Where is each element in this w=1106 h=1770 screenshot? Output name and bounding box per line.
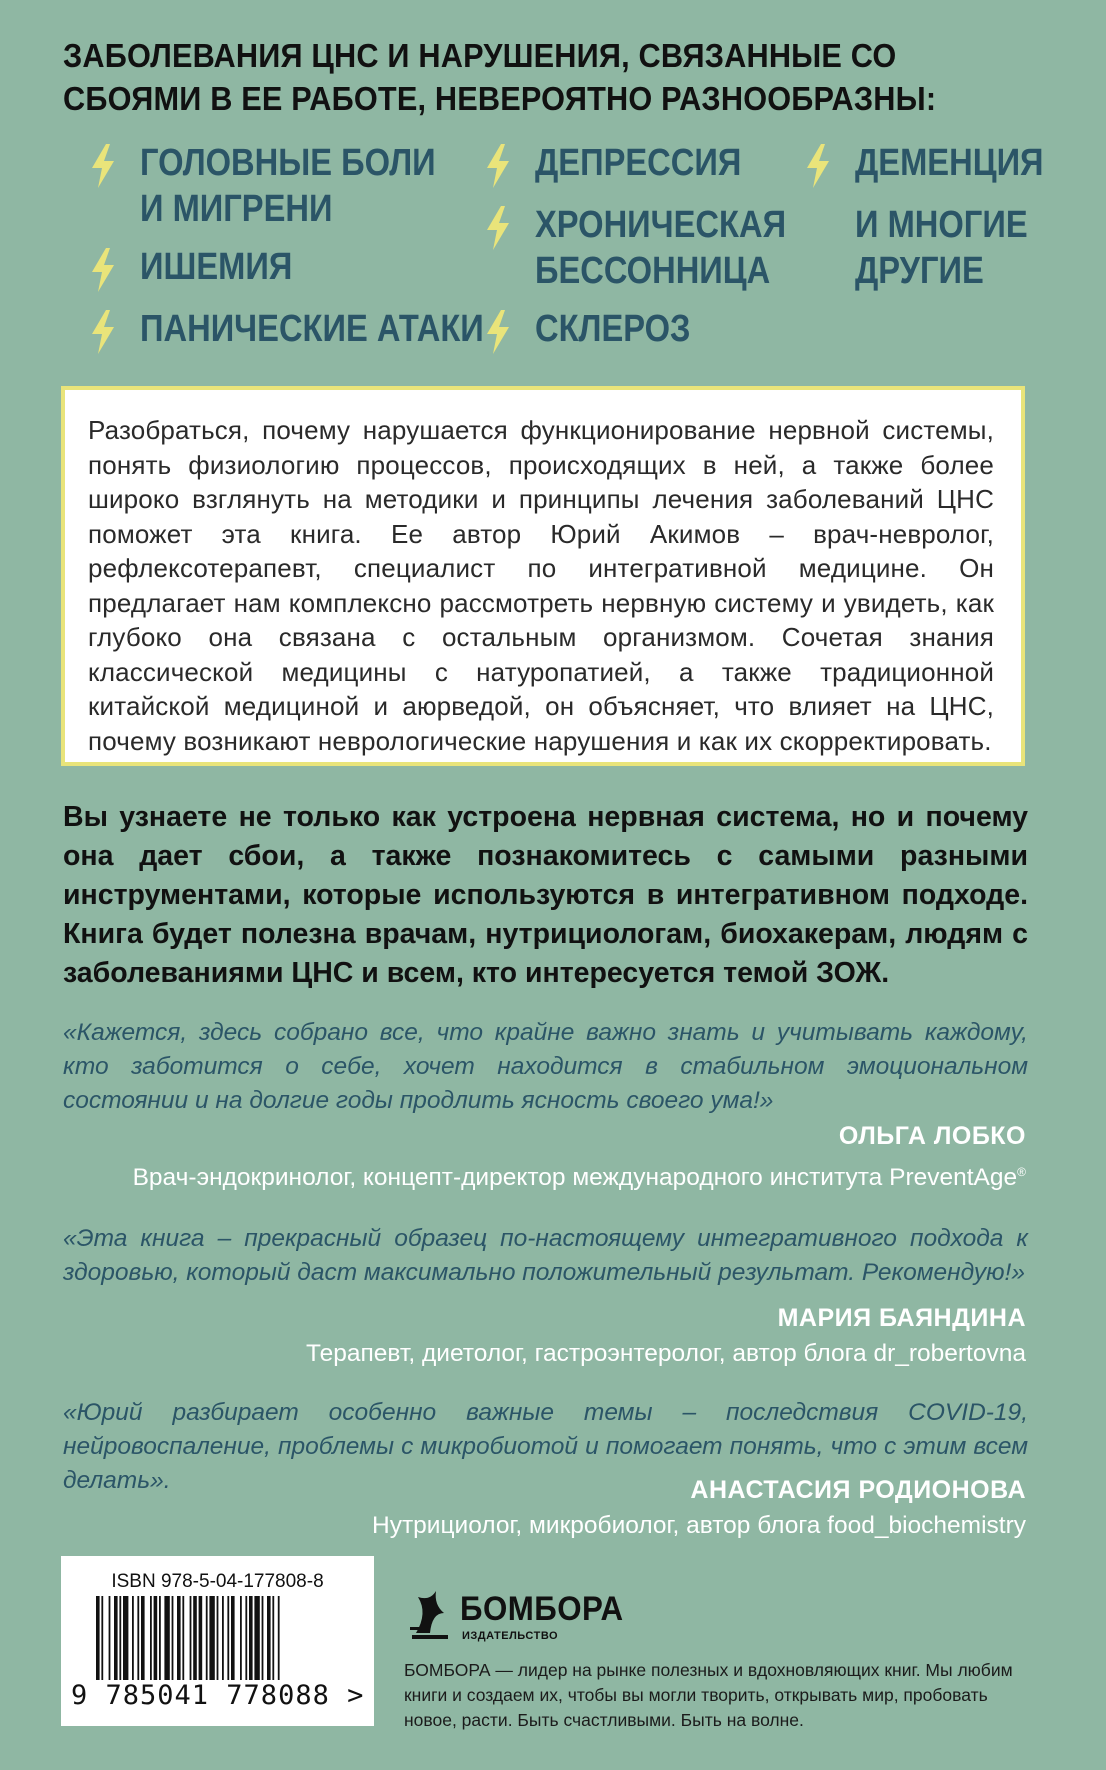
barcode-block	[61, 1556, 374, 1726]
review-author-role	[133, 1156, 1026, 1194]
barcode-digits: 9 785041 778088 >	[71, 1680, 365, 1711]
disease-label: ХРОНИЧЕСКАЯ БЕССОННИЦА	[535, 204, 787, 292]
disease-item	[88, 306, 540, 354]
disease-label: ДЕМЕНЦИЯ	[855, 142, 1044, 184]
summary-text: Вы узнаете не только как устроена нервная система, но и почему она дает сбои, а также познакомитесь с самыми разными инструментами, которые используются в интегративном подходе. Книга будет полезна врачам, нутрициологам, биохакерам, людям с заболеваниями ЦНС и всем, кто интересуется темой ЗОЖ.	[63, 801, 1028, 989]
lightning-icon	[483, 310, 513, 354]
page-heading: ЗАБОЛЕВАНИЯ ЦНС И НАРУШЕНИЯ, СВЯЗАННЫЕ СО СБОЯМИ В ЕЕ РАБОТЕ, НЕВЕРОЯТНО РАЗНООБРАЗНЫ:	[63, 37, 937, 117]
description-text: Разобраться, почему нарушается функционирование нервной системы, понять физиологию процессов, происходящих в ней, а также более широко взглянуть на методики и принципы лечения заболеваний ЦНС поможет эта книга. Ее автор Юрий Акимов – врач-невролог, рефлексотерапевт, специалист по интегративной медицине. Он предлагает нам комплексно рассмотреть нервную систему и увидеть, как глубоко она связана с остальным организмом. Сочетая знания классической медицины с натуропатией, а также традиционной китайской медициной и аюрведой, он объясняет, что влияет на ЦНС, почему возникают неврологические нарушения и как их скорректировать.	[88, 415, 994, 756]
disease-item	[88, 140, 484, 232]
disease-label: СКЛЕРОЗ	[535, 308, 691, 350]
disease-item	[88, 244, 317, 292]
review-quote: «Кажется, здесь собрано все, что крайне важно знать и учитывать каждому, кто заботится о себе, хочет находится в стабильном эмоциональном состоянии и на долгие годы продлить ясность своего ума!»	[63, 1019, 1028, 1114]
disease-label: ДЕПРЕССИЯ	[535, 142, 742, 184]
disease-item	[483, 306, 716, 354]
publisher-subtitle: ИЗДАТЕЛЬСТВО	[462, 1630, 559, 1642]
lightning-icon	[803, 144, 833, 188]
review-quote: «Эта книга – прекрасный образец по-настоящему интегративного подхода к здоровью, который даст максимально положительный результат. Рекомендую!»	[63, 1225, 1028, 1286]
disease-item	[483, 202, 827, 294]
lightning-icon	[483, 144, 513, 188]
lightning-icon	[483, 206, 513, 250]
review-author: АНАСТАСИЯ РОДИОНОВА	[690, 1476, 1026, 1504]
registered-mark: ®	[1017, 1165, 1026, 1179]
lightning-icon	[88, 310, 118, 354]
lightning-icon	[88, 144, 118, 188]
review-author-role: Нутрициолог, микробиолог, автор блога food_biochemistry	[372, 1512, 1026, 1539]
disease-label: ИШЕМИЯ	[140, 246, 293, 288]
review-author: ОЛЬГА ЛОБКО	[838, 1122, 1026, 1150]
isbn-text: ISBN 978-5-04-177808-8	[111, 1571, 324, 1592]
review-role-text: Врач-эндокринолог, концепт-директор международного института PreventAge	[132, 1164, 1018, 1192]
disease-item	[855, 202, 1056, 294]
review-author-role: Терапевт, диетолог, гастроэнтеролог, автор блога dr_robertovna	[306, 1340, 1026, 1367]
disease-label: ПАНИЧЕСКИЕ АТАКИ	[140, 308, 484, 350]
barcode-graphic	[96, 1596, 346, 1686]
disease-list	[0, 0, 1106, 380]
disease-label: ГОЛОВНЫЕ БОЛИ И МИГРЕНИ	[140, 142, 436, 230]
publisher-logo-icon	[408, 1583, 456, 1643]
disease-item	[803, 140, 1074, 188]
publisher-description: БОМБОРА — лидер на рынке полезных и вдохновляющих книг. Мы любим книги и создаем их, чтобы вы могли творить, открывать мир, пробовать новое, расти. Быть счастливыми. Быть на волне.	[404, 1660, 1013, 1730]
disease-label: И МНОГИЕ ДРУГИЕ	[855, 204, 1028, 292]
publisher-name: БОМБОРА	[460, 1590, 624, 1628]
review-quote: «Юрий разбирает особенно важные темы – последствия COVID-19, нейровоспаление, проблемы с микробиотой и помогает понять, что с этим всем делать».	[63, 1399, 1028, 1494]
description-box	[61, 386, 1025, 766]
disease-item	[483, 140, 775, 188]
lightning-icon	[88, 248, 118, 292]
review-author: МАРИЯ БАЯНДИНА	[777, 1304, 1026, 1332]
